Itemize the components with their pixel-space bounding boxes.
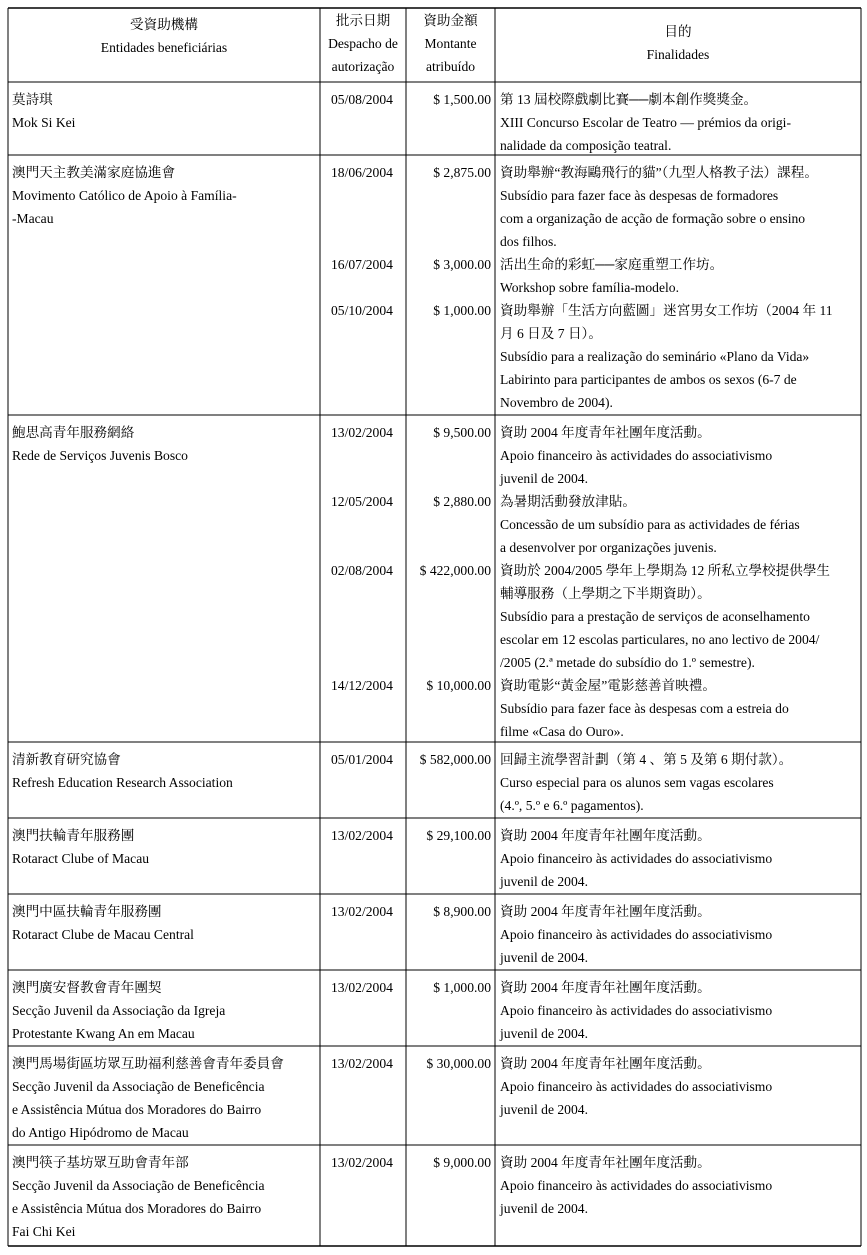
grant-purpose-line: escolar em 12 escolas particulares, no ano lectivo de 2004/ — [500, 632, 820, 647]
grant-purpose-line: Apoio financeiro às actividades do associativismo — [500, 1178, 773, 1193]
grant-date: 13/02/2004 — [331, 1155, 393, 1170]
grant-purpose-line: 資助 2004 年度青年社團年度活動。 — [500, 904, 711, 919]
grant-purpose-line: 資助 2004 年度青年社團年度活動。 — [500, 980, 711, 995]
entity-name-line: do Antigo Hipódromo de Macau — [12, 1125, 189, 1140]
header-date-line: autorização — [331, 59, 395, 74]
header-entities-line: 受資助機構 — [130, 17, 198, 32]
entity-name — [12, 1151, 265, 1243]
grant-date: 02/08/2004 — [331, 563, 393, 578]
grant-purpose-line: 回歸主流學習計劃（第 4 、第 5 及第 6 期付款）。 — [500, 752, 793, 767]
grant-purpose-line: Apoio financeiro às actividades do associativismo — [500, 448, 773, 463]
grant-purpose-line: 資助 2004 年度青年社團年度活動。 — [500, 425, 711, 440]
entity-name-line: 清新教育研究協會 — [12, 752, 121, 767]
entity-name-line: Rotaract Clube of Macau — [12, 851, 150, 866]
grant-amount: $ 582,000.00 — [419, 752, 491, 767]
grant-amount: $ 30,000.00 — [426, 1056, 491, 1071]
header-amount-line: atribuído — [425, 59, 476, 74]
entity-name-line: 澳門扶輪青年服務團 — [12, 828, 135, 843]
grant-purpose — [500, 1052, 772, 1121]
grant-purpose-line: juvenil de 2004. — [500, 471, 588, 486]
grant-purpose-line: 活出生命的彩虹──家庭重塑工作坊。 — [500, 257, 724, 272]
grant-purpose-line: Subsídio para fazer face às despesas com a estreia do — [500, 701, 789, 716]
grant-purpose-line: a desenvolver por organizações juvenis. — [500, 540, 717, 555]
entity-name-line: Movimento Católico de Apoio à Família- — [12, 188, 237, 203]
grant-date: 13/02/2004 — [331, 425, 393, 440]
header-entities — [8, 13, 320, 59]
grant-amount: $ 29,100.00 — [426, 828, 491, 843]
entity-name-line: 澳門天主教美滿家庭協進會 — [12, 165, 176, 180]
header-entities-line: Entidades beneficiárias — [100, 40, 228, 55]
grant-purpose-line: filme «Casa do Ouro». — [500, 724, 624, 739]
entity-name-line: 澳門馬場街區坊眾互助福利慈善會青年委員會 — [12, 1056, 284, 1071]
grant-date: 05/10/2004 — [331, 303, 393, 318]
grant-amount: $ 422,000.00 — [419, 563, 491, 578]
grant-purpose-line: juvenil de 2004. — [500, 1102, 588, 1117]
grant-amount: $ 2,875.00 — [433, 165, 491, 180]
grant-purpose-line: dos filhos. — [500, 234, 557, 249]
grant-purpose-line: Apoio financeiro às actividades do associativismo — [500, 927, 773, 942]
entity-name — [12, 976, 225, 1045]
grant-amount: $ 3,000.00 — [433, 257, 491, 272]
entity-name — [12, 1052, 284, 1144]
grant-purpose-line: juvenil de 2004. — [500, 874, 588, 889]
grant-purpose-line: com a organização de acção de formação sobre o ensino — [500, 211, 806, 226]
grant-date: 12/05/2004 — [331, 494, 393, 509]
entity-name-line: 澳門廣安督教會青年團契 — [12, 980, 162, 995]
grant-purpose-line: Concessão de um subsídio para as actividades de férias — [500, 517, 800, 532]
entity-name-line: Rotaract Clube de Macau Central — [12, 927, 194, 942]
grant-purpose — [500, 161, 818, 253]
grant-purpose — [500, 976, 772, 1045]
grant-purpose — [500, 421, 772, 490]
grant-purpose-line: Curso especial para os alunos sem vagas escolares — [500, 775, 774, 790]
grant-purpose — [500, 748, 792, 817]
entity-name-line: Mok Si Kei — [12, 115, 76, 130]
header-purpose — [495, 20, 861, 66]
header-date-line: Despacho de — [328, 36, 398, 51]
grant-purpose-line: (4.º, 5.º e 6.º pagamentos). — [500, 798, 644, 813]
grant-date: 13/02/2004 — [331, 828, 393, 843]
grant-date: 14/12/2004 — [331, 678, 393, 693]
grant-amount: $ 9,500.00 — [433, 425, 491, 440]
grant-purpose-line: Apoio financeiro às actividades do associativismo — [500, 1003, 773, 1018]
grant-purpose-line: Apoio financeiro às actividades do associativismo — [500, 851, 773, 866]
grant-purpose-line: Subsídio para a realização do seminário «Plano da Vida» — [500, 349, 810, 364]
entity-name-line: 鮑思高青年服務網絡 — [12, 425, 135, 440]
grant-purpose-line: 資助 2004 年度青年社團年度活動。 — [500, 1155, 711, 1170]
grant-date: 05/08/2004 — [331, 92, 393, 107]
grant-amount: $ 9,000.00 — [433, 1155, 491, 1170]
entity-name — [12, 900, 194, 946]
entity-name-line: Secção Juvenil da Associação da Igreja — [12, 1003, 226, 1018]
grant-purpose-line: 輔導服務（上學期之下半期資助）。 — [500, 586, 711, 601]
grant-purpose-line: XIII Concurso Escolar de Teatro — prémios da origi- — [500, 115, 791, 130]
grant-purpose — [500, 824, 772, 893]
entity-name — [12, 748, 233, 794]
grant-purpose-line: juvenil de 2004. — [500, 950, 588, 965]
grant-purpose-line: Workshop sobre família-modelo. — [500, 280, 679, 295]
entity-name-line: 莫詩琪 — [12, 92, 53, 107]
grant-date: 13/02/2004 — [331, 980, 393, 995]
grant-purpose-line: Subsídio para a prestação de serviços de aconselhamento — [500, 609, 810, 624]
grant-amount: $ 1,000.00 — [433, 303, 491, 318]
grant-purpose-line: 資助 2004 年度青年社團年度活動。 — [500, 828, 711, 843]
grant-purpose-line: 第 13 屆校際戲劇比賽──劇本創作獎獎金。 — [500, 92, 758, 107]
grant-purpose — [500, 253, 723, 299]
grant-purpose-line: Novembro de 2004). — [500, 395, 613, 410]
grant-purpose — [500, 490, 800, 559]
grant-purpose — [500, 1151, 772, 1220]
header-purpose-line: 目的 — [664, 24, 692, 39]
entity-name — [12, 88, 75, 134]
grant-purpose-line: 資助電影“黃金屋”電影慈善首映禮。 — [500, 678, 716, 693]
header-amount-line: 資助金額 — [423, 13, 478, 28]
grant-purpose-line: 資助於 2004/2005 學年上學期為 12 所私立學校提供學生 — [500, 563, 831, 578]
header-amount — [406, 9, 495, 78]
grant-purpose — [500, 299, 833, 414]
entity-name-line: Protestante Kwang An em Macau — [12, 1026, 195, 1041]
grant-purpose — [500, 559, 830, 674]
grant-purpose — [500, 88, 791, 157]
grant-purpose-line: Apoio financeiro às actividades do associativismo — [500, 1079, 773, 1094]
grant-purpose — [500, 674, 789, 743]
entity-name — [12, 824, 149, 870]
grant-amount: $ 8,900.00 — [433, 904, 491, 919]
grant-date: 13/02/2004 — [331, 904, 393, 919]
entity-name-line: Fai Chi Kei — [12, 1224, 76, 1239]
grant-date: 18/06/2004 — [331, 165, 393, 180]
entity-name-line: 澳門筷子基坊眾互助會青年部 — [12, 1155, 189, 1170]
entity-name-line: e Assistência Mútua dos Moradores do Bairro — [12, 1102, 262, 1117]
grant-purpose-line: juvenil de 2004. — [500, 1026, 588, 1041]
grant-purpose-line: Subsídio para fazer face às despesas de formadores — [500, 188, 779, 203]
header-amount-line: Montante — [424, 36, 477, 51]
entity-name — [12, 161, 237, 230]
entity-name-line: Refresh Education Research Association — [12, 775, 233, 790]
entity-name-line: Rede de Serviços Juvenis Bosco — [12, 448, 188, 463]
grant-purpose — [500, 900, 772, 969]
grant-purpose-line: 月 6 日及 7 日）。 — [500, 326, 602, 341]
header-date — [320, 9, 406, 78]
grant-amount: $ 1,500.00 — [433, 92, 491, 107]
entity-name-line: 澳門中區扶輪青年服務團 — [12, 904, 162, 919]
grant-purpose-line: juvenil de 2004. — [500, 1201, 588, 1216]
grant-date: 05/01/2004 — [331, 752, 393, 767]
grant-purpose-line: /2005 (2.ª metade do subsídio do 1.º semestre). — [500, 655, 755, 670]
grant-date: 16/07/2004 — [331, 257, 393, 272]
entity-name-line: -Macau — [12, 211, 54, 226]
grant-purpose-line: 資助 2004 年度青年社團年度活動。 — [500, 1056, 711, 1071]
grant-purpose-line: 資助舉辦“教海鷗飛行的貓”（九型人格教子法）課程。 — [500, 165, 818, 180]
grant-purpose-line: 資助舉辦「生活方向藍圖」迷宮男女工作坊（2004 年 11 — [500, 303, 833, 318]
entity-name — [12, 421, 188, 467]
entity-name-line: e Assistência Mútua dos Moradores do Bairro — [12, 1201, 262, 1216]
grant-date: 13/02/2004 — [331, 1056, 393, 1071]
grant-purpose-line: Labirinto para participantes de ambos os sexos (6-7 de — [500, 372, 797, 387]
grant-purpose-line: nalidade da composição teatral. — [500, 138, 672, 153]
header-date-line: 批示日期 — [335, 13, 391, 28]
entity-name-line: Secção Juvenil da Associação de Beneficência — [12, 1178, 265, 1193]
grant-amount: $ 2,880.00 — [433, 494, 491, 509]
grant-amount: $ 10,000.00 — [426, 678, 491, 693]
header-purpose-line: Finalidades — [646, 47, 710, 62]
entity-name-line: Secção Juvenil da Associação de Beneficência — [12, 1079, 265, 1094]
grant-amount: $ 1,000.00 — [433, 980, 491, 995]
grant-purpose-line: 為暑期活動發放津貼。 — [500, 494, 636, 509]
